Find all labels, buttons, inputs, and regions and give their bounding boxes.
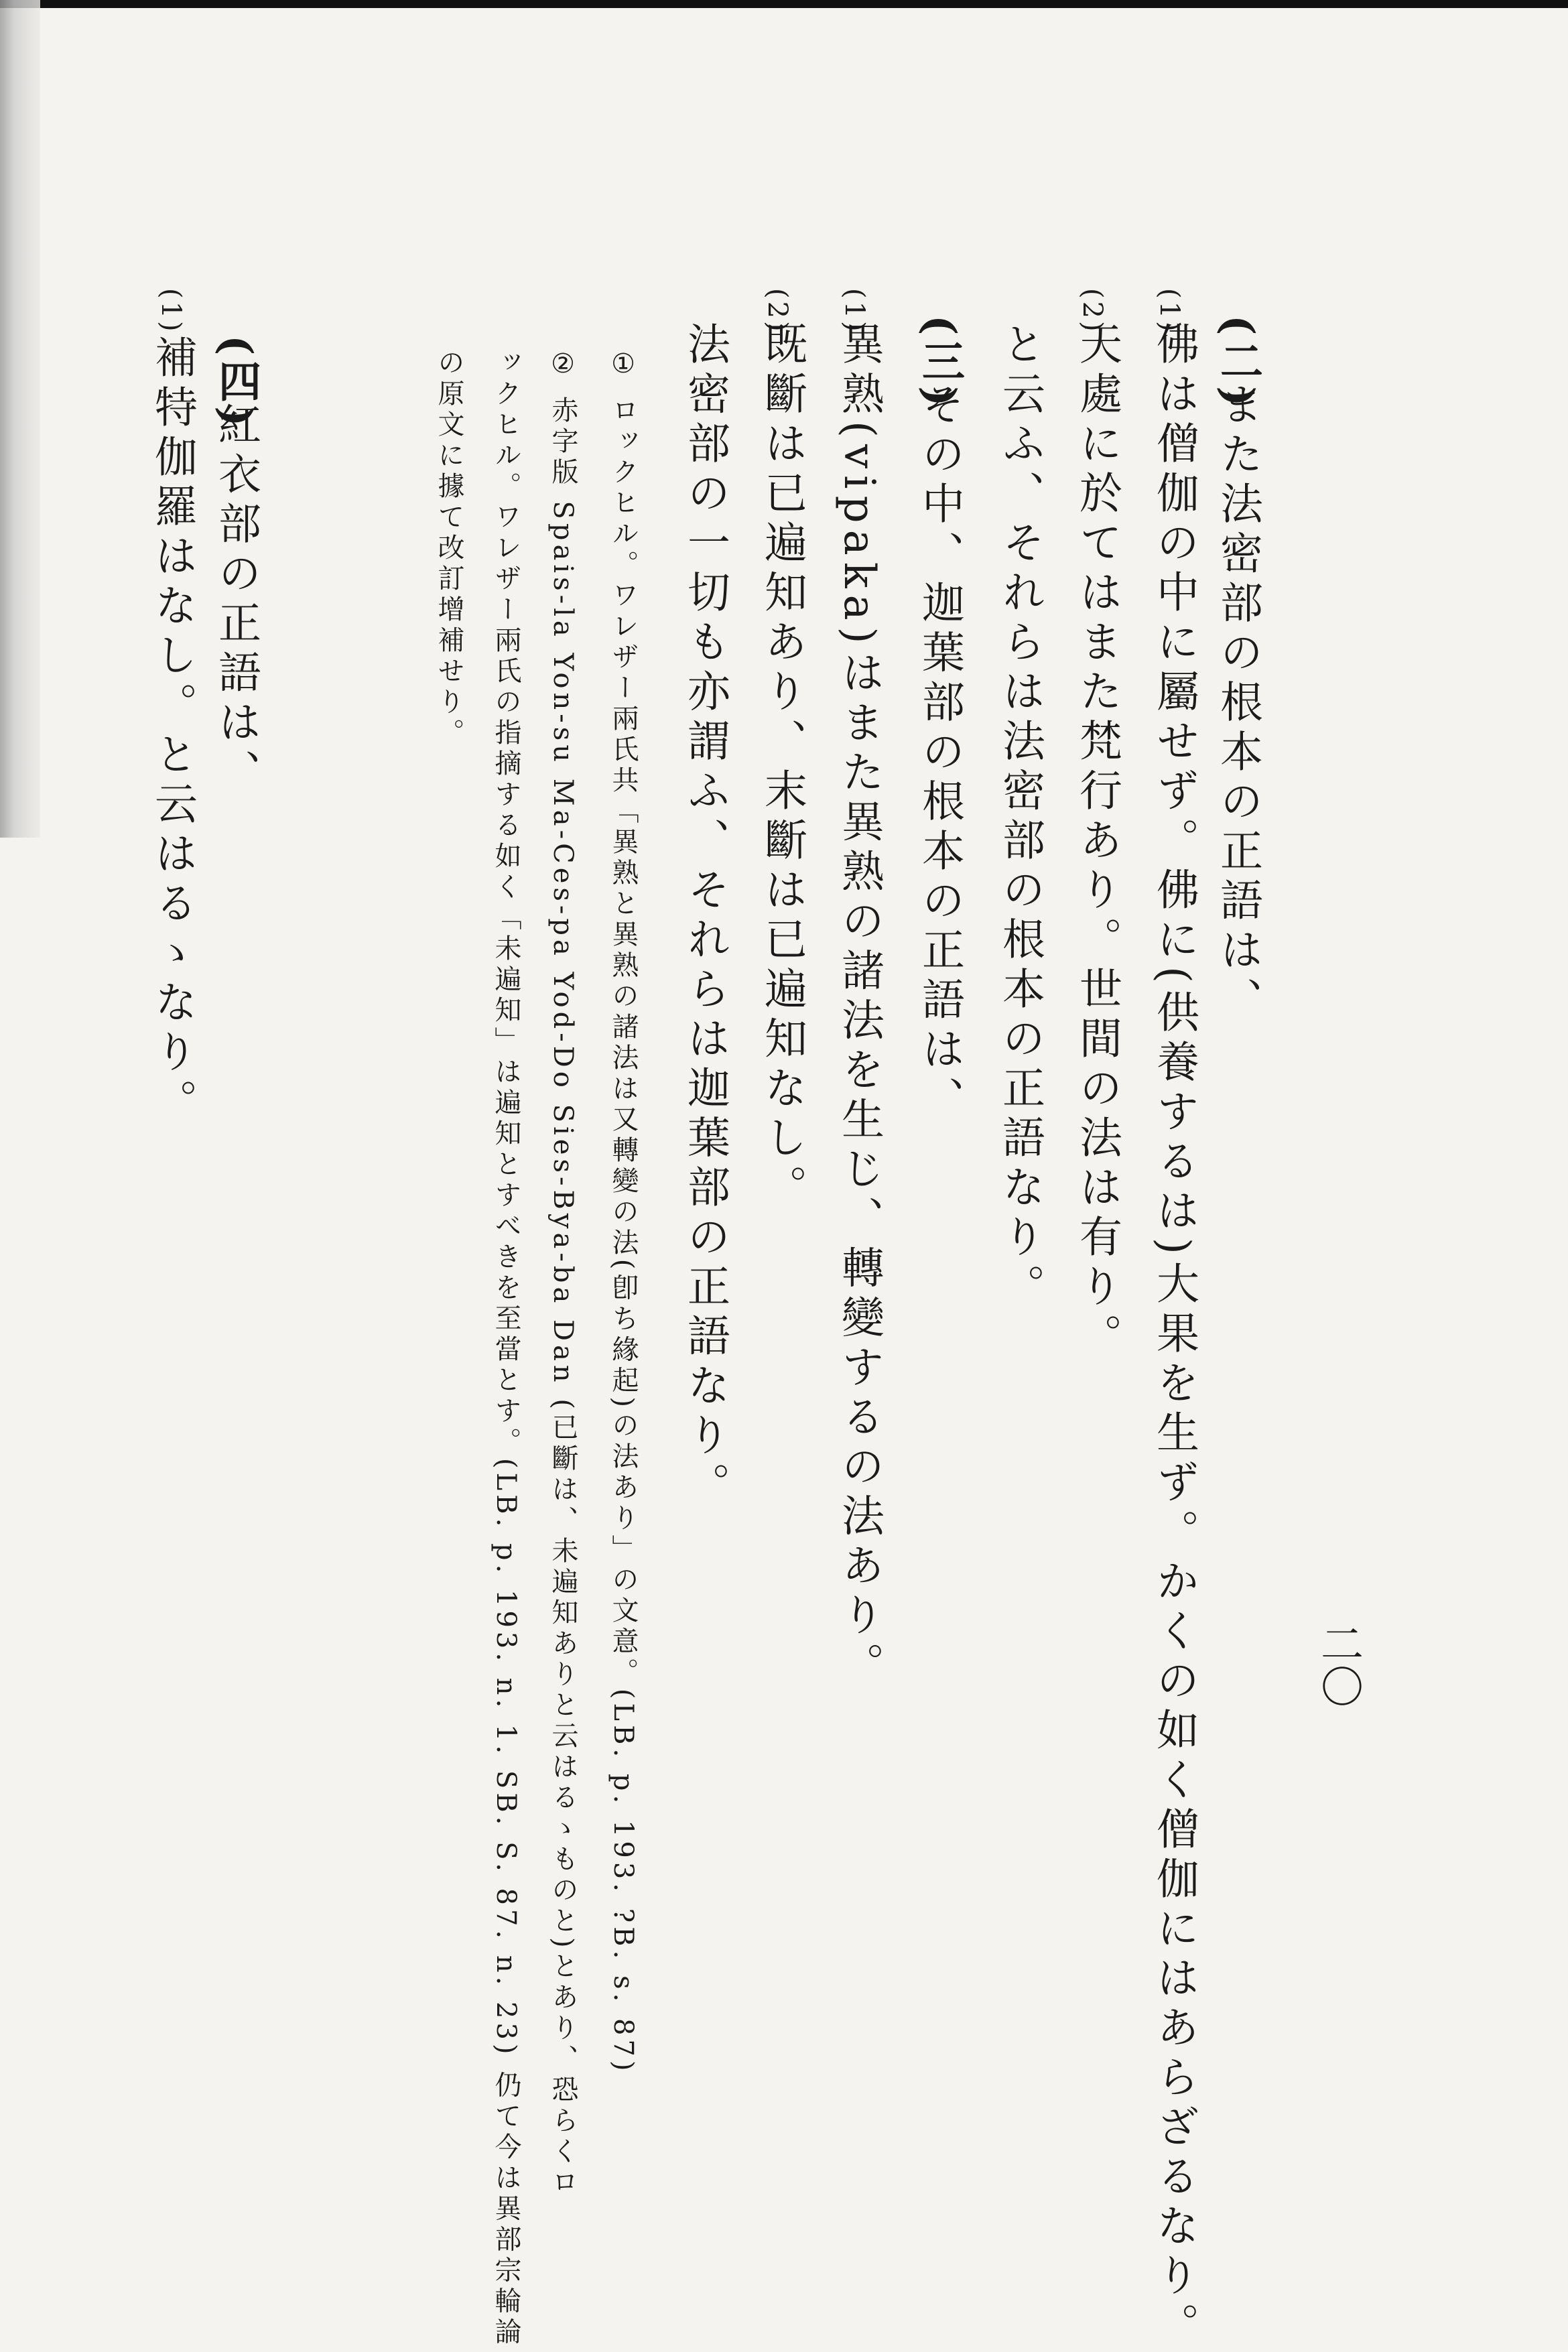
heading-2: (二)	[1213, 315, 1263, 411]
block2-label-1: (1)	[1154, 288, 1185, 334]
block3-line2: 異熟(vipaka)はまた異熟の諸法を生じ、轉變するの法あり。	[834, 322, 884, 1692]
block4-label-1: (1)	[155, 288, 186, 334]
block2-line4: と云ふ、それらは法密部の根本の正語なり。	[995, 322, 1045, 1313]
footnote-2: ② 赤字版 Spais-la Yon-su Ma-Ces-pa Yod-Do Sies-Bya-ba Dan (已斷は、未遍知ありと云はるゝものと)とあり、恐らくロ	[547, 348, 578, 2199]
block4-line2: 補特伽羅はなし。と云はるゝなり。	[147, 335, 197, 1128]
block3-line4: 法密部の一切も亦謂ふ、それらは迦葉部の正語なり。	[680, 322, 730, 1512]
footnote-2-cont: ックヒル。ワレザー兩氏の指摘する如く「未遍知」は遍知とすべきを至當とす。(LB. p. 193. n. 1. SB. S. 87. n. 23) 仍て今は異部宗輪論	[491, 348, 521, 2349]
block3-line3: 既斷は已遍知あり、末斷は已遍知なし。	[757, 322, 807, 1214]
footnote-1: ① ロックヒル。ワレザー兩氏共「異熟と異熟の諸法は又轉變の法(卽ち緣起)の法あり」の文意。(LB. p. 193. ?B. s. 87)	[608, 348, 639, 2075]
left-scan-shadow	[0, 0, 40, 838]
heading-4: (四)	[211, 335, 261, 431]
block2-line3: 天處に於てはまた梵行あり。世間の法は有り。	[1072, 322, 1122, 1363]
block3-line1: その中、迦葉部の根本の正語は、	[915, 382, 964, 1126]
block2-line1: また法密部の根本の正語は、	[1213, 382, 1262, 1027]
footnote-2-end: の原文に據て改訂增補せり。	[434, 348, 464, 749]
block3-label-2: (2)	[762, 288, 793, 334]
top-scan-border	[0, 0, 1568, 8]
block4-line1: 紅衣部の正語は、	[211, 402, 261, 799]
page-number: 二〇	[1313, 1622, 1363, 1707]
block2-line2: 佛は僧伽の中に屬せず。佛に(供養するは)大果を生ず。かくの如く僧伽にはあらざるなり。	[1149, 322, 1199, 2352]
heading-3: (三)	[915, 315, 965, 411]
block3-label-1: (1)	[839, 288, 870, 334]
block2-label-2: (2)	[1077, 288, 1108, 334]
